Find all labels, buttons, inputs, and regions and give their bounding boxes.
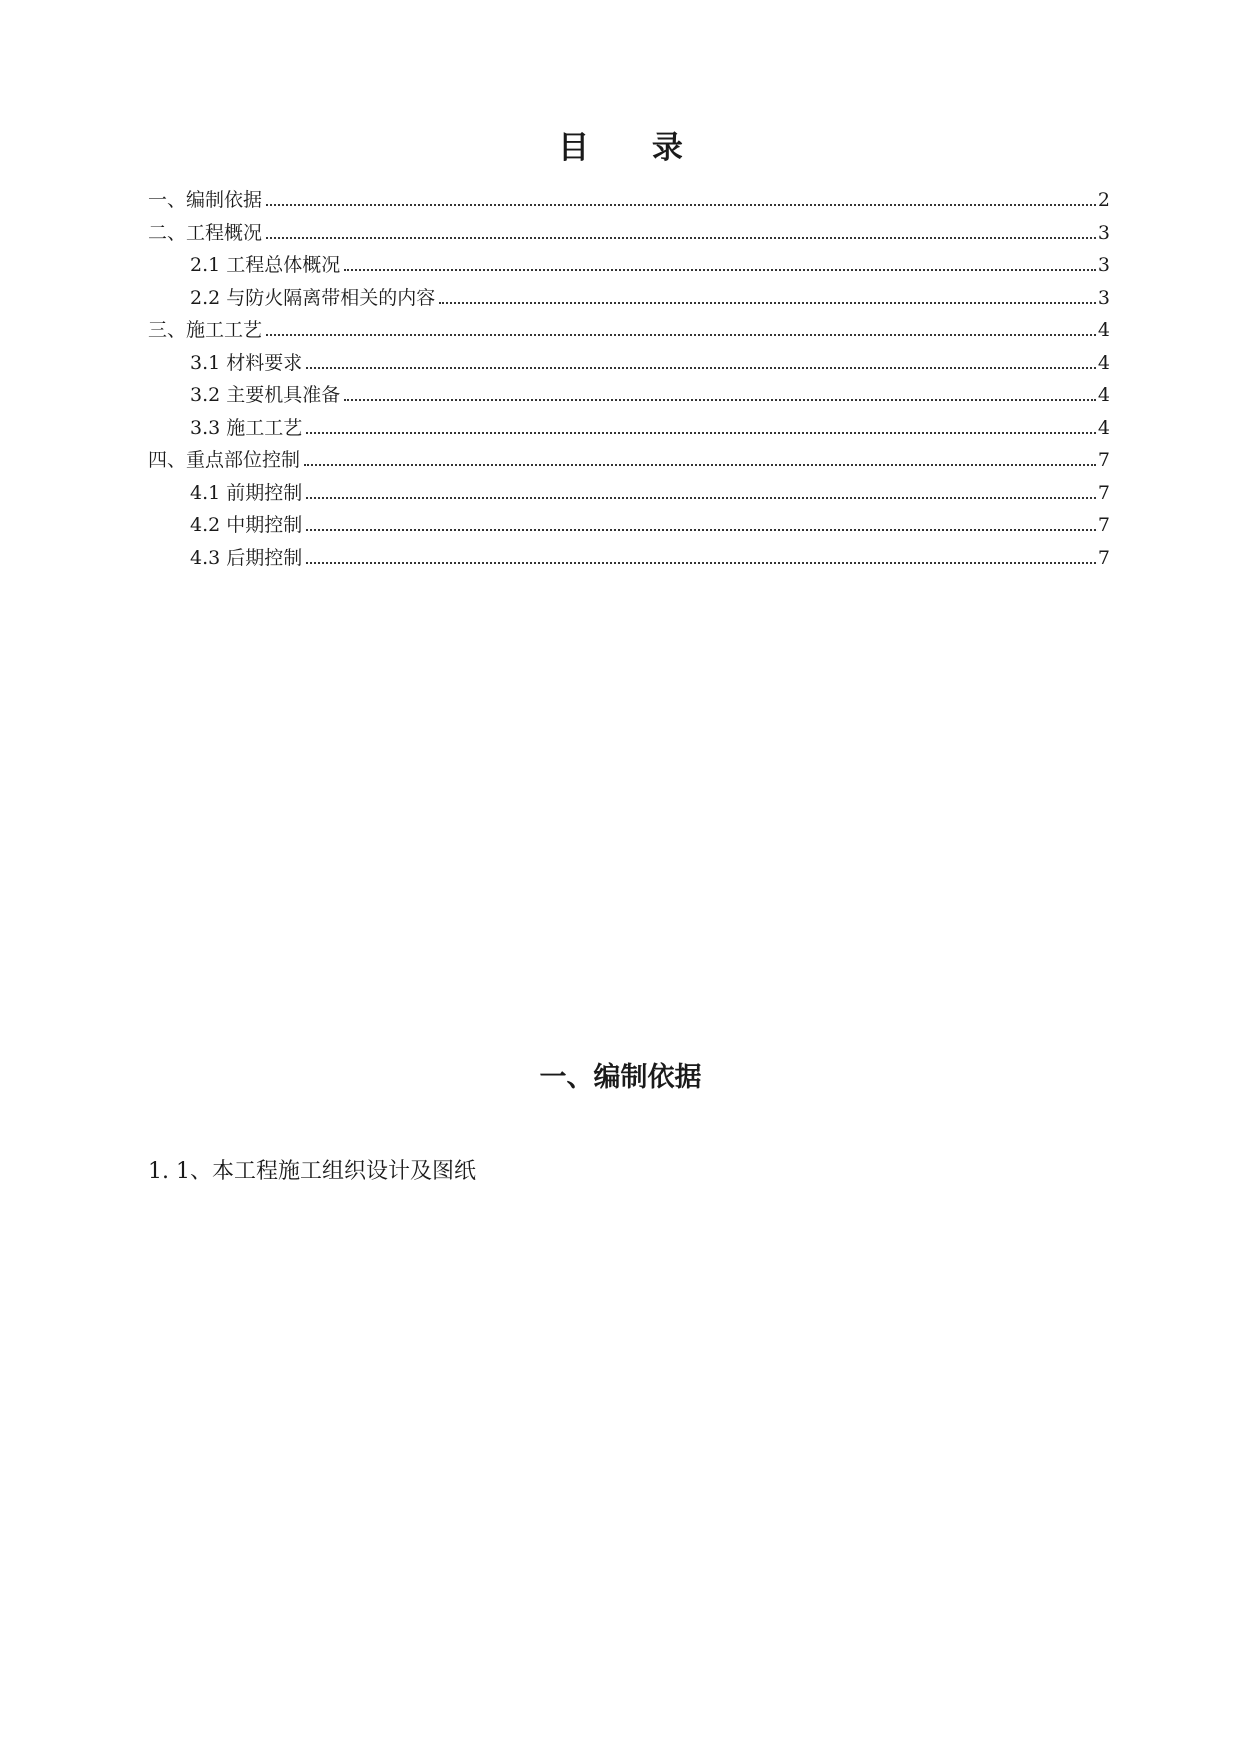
toc-dot-leader [266,237,1096,239]
toc-entry-page: 3 [1097,286,1110,309]
toc-entry-label: 3.1 材料要求 [190,351,303,374]
toc-entry[interactable] [148,184,1110,217]
toc-dot-leader [306,432,1096,434]
toc-entry-label: 二、工程概况 [148,221,263,244]
toc-entry-label: 4.1 前期控制 [190,481,303,504]
toc-dot-leader [344,269,1096,271]
toc-title: 目 录 [558,130,709,166]
toc-entry[interactable] [148,477,1110,510]
toc-entry[interactable] [148,444,1110,477]
toc-entry[interactable] [148,217,1110,250]
toc-list [148,184,1110,574]
toc-entry-label: 一、编制依据 [148,189,263,211]
toc-entry-page: 7 [1097,546,1110,569]
toc-entry[interactable] [148,412,1110,445]
toc-entry-page: 7 [1097,514,1110,536]
toc-entry-label: 3.2 主要机具准备 [190,384,341,406]
toc-dot-leader [266,204,1096,206]
toc-entry[interactable] [148,347,1110,380]
section-item: 1. 1、本工程施工组织设计及图纸 [148,1159,476,1184]
toc-dot-leader [306,562,1096,564]
toc-dot-leader [306,497,1096,499]
toc-entry-page: 7 [1097,481,1110,504]
toc-entry-label: 3.3 施工工艺 [190,416,303,439]
toc-dot-leader [439,302,1096,304]
toc-entry-page: 2 [1097,189,1110,211]
toc-entry-label: 4.2 中期控制 [190,514,303,536]
section-heading: 一、编制依据 [539,1062,702,1093]
toc-entry-page: 4 [1097,351,1110,374]
toc-entry[interactable] [148,379,1110,412]
toc-entry-page: 4 [1097,416,1110,439]
toc-entry[interactable] [148,314,1110,347]
toc-entry-page: 3 [1097,254,1110,276]
toc-dot-leader [266,334,1096,336]
toc-entry-page: 3 [1097,221,1110,244]
toc-entry-label: 四、重点部位控制 [148,449,301,471]
toc-dot-leader [304,464,1096,466]
toc-entry-label: 4.3 后期控制 [190,546,303,569]
toc-entry-label: 2.1 工程总体概况 [190,254,341,276]
toc-entry[interactable] [148,509,1110,542]
toc-entry-page: 4 [1097,384,1110,406]
toc-entry[interactable] [148,249,1110,282]
toc-dot-leader [344,399,1096,401]
toc-entry[interactable] [148,282,1110,315]
toc-entry-label: 2.2 与防火隔离带相关的内容 [190,286,436,309]
toc-entry[interactable] [148,542,1110,575]
toc-entry-page: 4 [1097,319,1110,341]
toc-dot-leader [306,367,1096,369]
toc-dot-leader [306,529,1096,531]
toc-entry-page: 7 [1097,449,1110,471]
toc-entry-label: 三、施工工艺 [148,319,263,341]
